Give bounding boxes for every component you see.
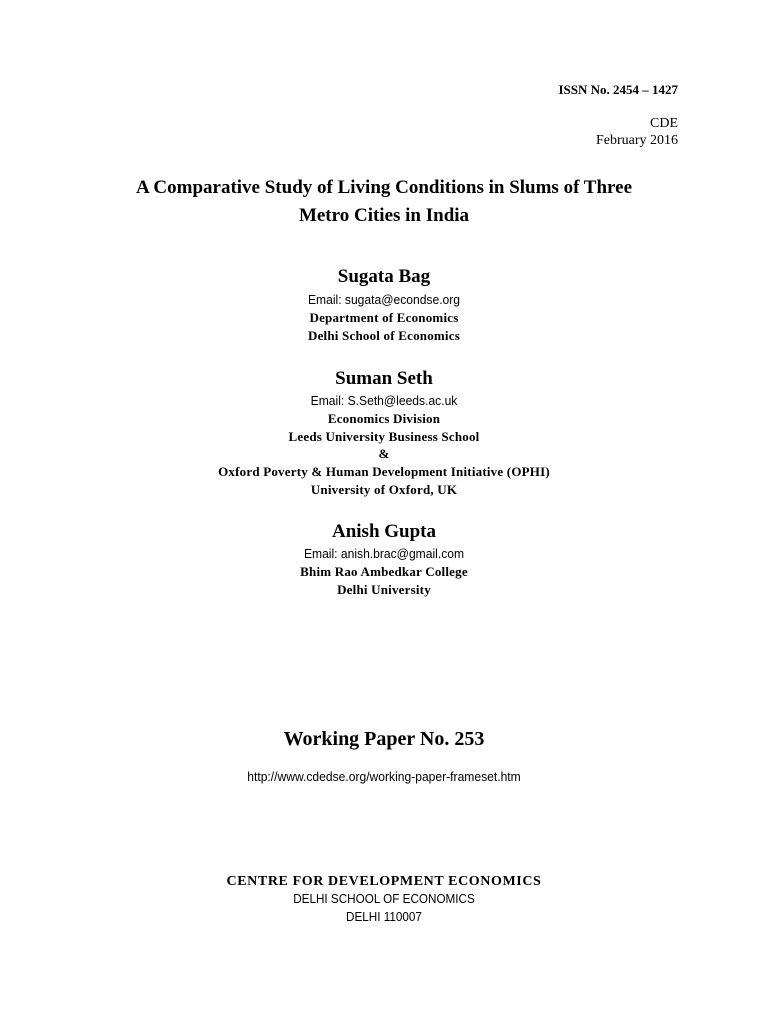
author-affiliation: Leeds University Business School — [288, 429, 480, 444]
publication-date: February 2016 — [595, 133, 678, 148]
author-email: Email: S.Seth@leeds.ac.uk — [310, 393, 458, 408]
author-affiliation: Delhi University — [337, 582, 431, 597]
working-paper-url: http://www.cdedse.org/working-paper-frameset.htm — [247, 769, 521, 784]
author-name: Suman Seth — [335, 368, 433, 389]
address: DELHI 110007 — [346, 909, 422, 924]
paper-title-line-2: Metro Cities in India — [298, 205, 470, 226]
author-affiliation: University of Oxford, UK — [310, 482, 458, 497]
author-email: Email: anish.brac@gmail.com — [303, 546, 465, 561]
series-label: CDE — [650, 116, 678, 131]
author-affiliation: Economics Division — [327, 411, 441, 426]
author-affiliation: Bhim Rao Ambedkar College — [300, 564, 468, 579]
author-affiliation: & — [378, 446, 390, 461]
working-paper-number: Working Paper No. 253 — [283, 728, 485, 750]
school-name: DELHI SCHOOL OF ECONOMICS — [293, 891, 475, 906]
paper-title-line-1: A Comparative Study of Living Conditions in Slums of Three — [135, 177, 633, 198]
author-affiliation: Delhi School of Economics — [308, 328, 460, 343]
centre-name: CENTRE FOR DEVELOPMENT ECONOMICS — [226, 874, 542, 889]
paper-title — [0, 174, 768, 230]
author-name: Sugata Bag — [337, 266, 431, 287]
author-name: Anish Gupta — [331, 521, 437, 542]
author-affiliation: Department of Economics — [309, 310, 459, 325]
issn-number: ISSN No. 2454 – 1427 — [558, 82, 678, 97]
author-email: Email: sugata@econdse.org — [307, 292, 461, 307]
author-affiliation: Oxford Poverty & Human Development Initiative (OPHI) — [218, 464, 550, 479]
